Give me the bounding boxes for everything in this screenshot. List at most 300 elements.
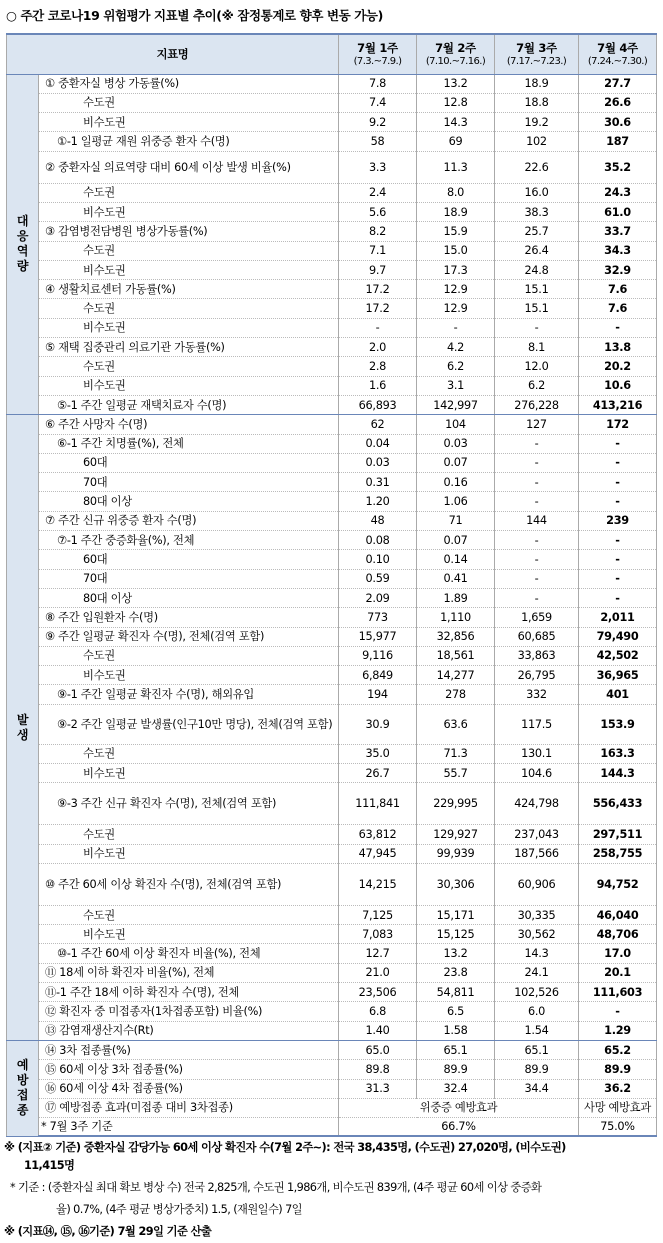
value-week-2: 30,306	[417, 863, 495, 905]
value-week-1: 26.7	[339, 764, 417, 783]
value-week-1: 1.20	[339, 492, 417, 511]
value-week-1: 15,977	[339, 627, 417, 646]
value-week-4: 65.2	[579, 1040, 657, 1059]
table-row	[7, 944, 657, 963]
value-week-3: 18.8	[495, 93, 579, 112]
value-week-4: 94,752	[579, 863, 657, 905]
value-week-2: 1,110	[417, 608, 495, 627]
footnote-3: ※ (지표⑭, ⑮, ⑯기준) 7월 29일 기준 산출	[4, 1225, 212, 1238]
table-row	[7, 764, 657, 783]
value-week-1: 1.40	[339, 1021, 417, 1040]
value-week-4: 20.1	[579, 963, 657, 982]
row-label: 비수도권	[39, 260, 339, 279]
row-label: 80대 이상	[39, 492, 339, 511]
effect-header-row	[7, 1098, 657, 1117]
row-label: 비수도권	[39, 113, 339, 132]
value-week-3: 12.0	[495, 357, 579, 376]
value-week-3: 60,685	[495, 627, 579, 646]
table-row	[7, 434, 657, 453]
row-label: 수도권	[39, 299, 339, 318]
row-label: ⑨-2 주간 일평균 발생률(인구10만 명당), 전체(검역 포함)	[39, 704, 339, 744]
value-week-1: -	[339, 318, 417, 337]
effect-death-head: 사망 예방효과	[579, 1098, 657, 1117]
value-week-1: 111,841	[339, 783, 417, 825]
value-week-4: 89.9	[579, 1060, 657, 1079]
table-row	[7, 569, 657, 588]
value-week-4: -	[579, 492, 657, 511]
value-week-1: 7.4	[339, 93, 417, 112]
table-row	[7, 646, 657, 665]
table-row	[7, 183, 657, 202]
value-week-2: 69	[417, 132, 495, 151]
table-row	[7, 93, 657, 112]
category-response: 대응역량	[7, 74, 39, 415]
row-label: 수도권	[39, 905, 339, 924]
value-week-2: 4.2	[417, 338, 495, 357]
value-week-2: 55.7	[417, 764, 495, 783]
value-week-2: -	[417, 318, 495, 337]
value-week-2: 32,856	[417, 627, 495, 646]
row-label: ⑧ 주간 입원환자 수(명)	[39, 608, 339, 627]
table-row	[7, 415, 657, 434]
value-week-1: 5.6	[339, 202, 417, 221]
value-week-2: 12.9	[417, 299, 495, 318]
value-week-3: -	[495, 318, 579, 337]
value-week-4: -	[579, 473, 657, 492]
table-row	[7, 338, 657, 357]
value-week-2: 13.2	[417, 944, 495, 963]
value-week-1: 0.08	[339, 531, 417, 550]
value-week-2: 89.9	[417, 1060, 495, 1079]
table-row	[7, 202, 657, 221]
value-week-3: 14.3	[495, 944, 579, 963]
row-label: ⑦ 주간 신규 위중증 환자 수(명)	[39, 511, 339, 530]
value-week-2: 142,997	[417, 395, 495, 414]
value-week-4: 10.6	[579, 376, 657, 395]
table-row	[7, 1079, 657, 1098]
value-week-1: 17.2	[339, 280, 417, 299]
effect-label: ⑰ 예방접종 효과(미접종 대비 3차접종)	[39, 1098, 339, 1117]
row-label: ⑥-1 주간 치명률(%), 전체	[39, 434, 339, 453]
effect-death-value: 75.0%	[579, 1117, 657, 1136]
effect-value-row	[7, 1117, 657, 1136]
value-week-1: 14,215	[339, 863, 417, 905]
row-label: ⑩-1 주간 60세 이상 확진자 비율(%), 전체	[39, 944, 339, 963]
value-week-4: 172	[579, 415, 657, 434]
value-week-3: 1.54	[495, 1021, 579, 1040]
value-week-4: 24.3	[579, 183, 657, 202]
row-label: ⑤ 재택 집중관리 의료기관 가동률(%)	[39, 338, 339, 357]
value-week-3: 332	[495, 685, 579, 704]
table-row	[7, 1002, 657, 1021]
table-row	[7, 453, 657, 472]
value-week-1: 66,893	[339, 395, 417, 414]
table-row	[7, 1060, 657, 1079]
value-week-1: 6.8	[339, 1002, 417, 1021]
row-label: ⑮ 60세 이상 3차 접종률(%)	[39, 1060, 339, 1079]
header-week-4: 7월 4주 (7.24.~7.30.)	[579, 34, 657, 74]
table-row	[7, 825, 657, 844]
value-week-4: 36.2	[579, 1079, 657, 1098]
value-week-3: 26,795	[495, 666, 579, 685]
value-week-3: 16.0	[495, 183, 579, 202]
value-week-1: 2.0	[339, 338, 417, 357]
value-week-3: 38.3	[495, 202, 579, 221]
table-row	[7, 744, 657, 763]
value-week-2: 17.3	[417, 260, 495, 279]
value-week-4: -	[579, 588, 657, 607]
table-row	[7, 1021, 657, 1040]
row-label: 수도권	[39, 646, 339, 665]
row-label: ⑦-1 주간 중증화율(%), 전체	[39, 531, 339, 550]
row-label: 60대	[39, 550, 339, 569]
value-week-1: 31.3	[339, 1079, 417, 1098]
value-week-3: 22.6	[495, 151, 579, 183]
header-indicator: 지표명	[7, 34, 339, 74]
value-week-2: 14.3	[417, 113, 495, 132]
value-week-3: 30,335	[495, 905, 579, 924]
row-label: 수도권	[39, 825, 339, 844]
row-label: ①-1 일평균 재원 위중증 환자 수(명)	[39, 132, 339, 151]
value-week-3: 30,562	[495, 925, 579, 944]
row-label: ③ 감염병전담병원 병상가동률(%)	[39, 222, 339, 241]
table-row	[7, 492, 657, 511]
value-week-1: 9.7	[339, 260, 417, 279]
value-week-4: 17.0	[579, 944, 657, 963]
value-week-2: 18.9	[417, 202, 495, 221]
row-label: 70대	[39, 569, 339, 588]
effect-severe-value: 66.7%	[339, 1117, 579, 1136]
value-week-4: 153.9	[579, 704, 657, 744]
value-week-1: 2.09	[339, 588, 417, 607]
value-week-3: 6.0	[495, 1002, 579, 1021]
table-row	[7, 299, 657, 318]
value-week-1: 194	[339, 685, 417, 704]
value-week-3: 102,526	[495, 983, 579, 1002]
value-week-3: 6.2	[495, 376, 579, 395]
value-week-2: 1.89	[417, 588, 495, 607]
value-week-2: 1.06	[417, 492, 495, 511]
value-week-3: 237,043	[495, 825, 579, 844]
value-week-4: 556,433	[579, 783, 657, 825]
value-week-3: 18.9	[495, 74, 579, 93]
table-row	[7, 376, 657, 395]
value-week-3: 24.8	[495, 260, 579, 279]
value-week-3: 26.4	[495, 241, 579, 260]
row-label: ② 중환자실 의료역량 대비 60세 이상 발생 비율(%)	[39, 151, 339, 183]
value-week-2: 23.8	[417, 963, 495, 982]
table-row	[7, 925, 657, 944]
indicator-table	[6, 33, 657, 1137]
value-week-3: 19.2	[495, 113, 579, 132]
row-label: ⑬ 감염재생산지수(Rt)	[39, 1021, 339, 1040]
table-row	[7, 588, 657, 607]
table-row	[7, 983, 657, 1002]
value-week-2: 0.41	[417, 569, 495, 588]
header-week-3: 7월 3주 (7.17.~7.23.)	[495, 34, 579, 74]
row-label: 비수도권	[39, 925, 339, 944]
value-week-4: 20.2	[579, 357, 657, 376]
value-week-2: 15,125	[417, 925, 495, 944]
footnote-1-cont: 11,415명	[24, 1159, 75, 1172]
value-week-2: 32.4	[417, 1079, 495, 1098]
value-week-1: 7,125	[339, 905, 417, 924]
value-week-3: 127	[495, 415, 579, 434]
row-label: ⑫ 확진자 중 미접종자(1차접종포함) 비율(%)	[39, 1002, 339, 1021]
value-week-1: 9.2	[339, 113, 417, 132]
value-week-1: 17.2	[339, 299, 417, 318]
value-week-4: 2,011	[579, 608, 657, 627]
table-row	[7, 511, 657, 530]
value-week-4: 7.6	[579, 299, 657, 318]
value-week-3: 130.1	[495, 744, 579, 763]
value-week-4: 258,755	[579, 844, 657, 863]
value-week-2: 1.58	[417, 1021, 495, 1040]
value-week-4: -	[579, 434, 657, 453]
row-label: ⑪-1 주간 18세 이하 확진자 수(명), 전체	[39, 983, 339, 1002]
value-week-1: 35.0	[339, 744, 417, 763]
value-week-2: 99,939	[417, 844, 495, 863]
value-week-2: 0.14	[417, 550, 495, 569]
value-week-2: 15.9	[417, 222, 495, 241]
table-row	[7, 395, 657, 414]
value-week-4: 111,603	[579, 983, 657, 1002]
value-week-2: 6.5	[417, 1002, 495, 1021]
value-week-2: 0.07	[417, 453, 495, 472]
value-week-4: 1.29	[579, 1021, 657, 1040]
value-week-2: 71	[417, 511, 495, 530]
value-week-4: -	[579, 569, 657, 588]
value-week-2: 0.07	[417, 531, 495, 550]
value-week-3: 89.9	[495, 1060, 579, 1079]
value-week-1: 9,116	[339, 646, 417, 665]
value-week-1: 89.8	[339, 1060, 417, 1079]
row-label: 비수도권	[39, 376, 339, 395]
table-row	[7, 685, 657, 704]
value-week-2: 11.3	[417, 151, 495, 183]
value-week-3: 144	[495, 511, 579, 530]
value-week-1: 773	[339, 608, 417, 627]
value-week-4: 163.3	[579, 744, 657, 763]
value-week-2: 54,811	[417, 983, 495, 1002]
row-label: 80대 이상	[39, 588, 339, 607]
value-week-3: -	[495, 588, 579, 607]
table-row	[7, 241, 657, 260]
value-week-1: 63,812	[339, 825, 417, 844]
table-row	[7, 627, 657, 646]
value-week-4: 13.8	[579, 338, 657, 357]
table-row	[7, 666, 657, 685]
row-label: 수도권	[39, 744, 339, 763]
value-week-1: 47,945	[339, 844, 417, 863]
value-week-1: 58	[339, 132, 417, 151]
value-week-1: 12.7	[339, 944, 417, 963]
row-label: 비수도권	[39, 202, 339, 221]
value-week-1: 2.8	[339, 357, 417, 376]
value-week-4: 27.7	[579, 74, 657, 93]
table-row	[7, 905, 657, 924]
value-week-3: -	[495, 473, 579, 492]
value-week-2: 3.1	[417, 376, 495, 395]
value-week-3: 15.1	[495, 299, 579, 318]
table-row	[7, 863, 657, 905]
row-label: 수도권	[39, 93, 339, 112]
value-week-4: 413,216	[579, 395, 657, 414]
footnote-1: ※ (지표② 기준) 중환자실 감당가능 60세 이상 확진자 수(7월 2주~): 전국 38,435명, (수도권) 27,020명, (비수도권)	[4, 1141, 566, 1154]
value-week-1: 21.0	[339, 963, 417, 982]
row-label: 비수도권	[39, 844, 339, 863]
row-label: 수도권	[39, 241, 339, 260]
value-week-2: 12.9	[417, 280, 495, 299]
value-week-4: 7.6	[579, 280, 657, 299]
value-week-1: 30.9	[339, 704, 417, 744]
row-label: 수도권	[39, 357, 339, 376]
row-label: 비수도권	[39, 666, 339, 685]
value-week-4: 239	[579, 511, 657, 530]
row-label: ⑨-3 주간 신규 확진자 수(명), 전체(검역 포함)	[39, 783, 339, 825]
table-row	[7, 963, 657, 982]
value-week-4: -	[579, 1002, 657, 1021]
value-week-1: 48	[339, 511, 417, 530]
value-week-1: 0.31	[339, 473, 417, 492]
row-label: ⑥ 주간 사망자 수(명)	[39, 415, 339, 434]
header-week-2: 7월 2주 (7.10.~7.16.)	[417, 34, 495, 74]
row-label: ⑪ 18세 이하 확진자 비율(%), 전체	[39, 963, 339, 982]
value-week-1: 3.3	[339, 151, 417, 183]
value-week-4: 187	[579, 132, 657, 151]
value-week-4: 144.3	[579, 764, 657, 783]
row-label: 60대	[39, 453, 339, 472]
value-week-2: 18,561	[417, 646, 495, 665]
table-row	[7, 357, 657, 376]
value-week-3: -	[495, 550, 579, 569]
footnote-2: * 기준 : (중환자실 최대 확보 병상 수) 전국 2,825개, 수도권 1,986개, 비수도권 839개, (4주 평균 60세 이상 중증화	[10, 1181, 542, 1194]
value-week-1: 0.59	[339, 569, 417, 588]
value-week-4: 33.7	[579, 222, 657, 241]
page-title: ○ 주간 코로나19 위험평가 지표별 추이(※ 잠정통계로 향후 변동 가능)	[6, 8, 383, 23]
value-week-3: 104.6	[495, 764, 579, 783]
value-week-2: 14,277	[417, 666, 495, 685]
table-row	[7, 550, 657, 569]
value-week-2: 129,927	[417, 825, 495, 844]
table-row	[7, 151, 657, 183]
row-label: 70대	[39, 473, 339, 492]
value-week-2: 63.6	[417, 704, 495, 744]
value-week-3: 276,228	[495, 395, 579, 414]
value-week-2: 278	[417, 685, 495, 704]
row-label: ⑨ 주간 일평균 확진자 수(명), 전체(검역 포함)	[39, 627, 339, 646]
value-week-1: 1.6	[339, 376, 417, 395]
table-row	[7, 844, 657, 863]
value-week-1: 7.1	[339, 241, 417, 260]
table-row	[7, 531, 657, 550]
value-week-3: 60,906	[495, 863, 579, 905]
row-label: ⑩ 주간 60세 이상 확진자 수(명), 전체(검역 포함)	[39, 863, 339, 905]
footnotes	[4, 1137, 656, 1243]
value-week-4: 46,040	[579, 905, 657, 924]
value-week-3: -	[495, 453, 579, 472]
value-week-1: 7,083	[339, 925, 417, 944]
value-week-3: 15.1	[495, 280, 579, 299]
value-week-4: 32.9	[579, 260, 657, 279]
value-week-1: 0.03	[339, 453, 417, 472]
value-week-4: 401	[579, 685, 657, 704]
value-week-3: 34.4	[495, 1079, 579, 1098]
value-week-1: 62	[339, 415, 417, 434]
value-week-2: 6.2	[417, 357, 495, 376]
footnote-2-cont: 율) 0.7%, (4주 평균 병상가중치) 1.5, (재원일수) 7일	[56, 1203, 302, 1216]
value-week-2: 13.2	[417, 74, 495, 93]
row-label: ⑭ 3차 접종률(%)	[39, 1040, 339, 1059]
row-label: ⑯ 60세 이상 4차 접종률(%)	[39, 1079, 339, 1098]
row-label: ① 중환자실 병상 가동률(%)	[39, 74, 339, 93]
value-week-2: 65.1	[417, 1040, 495, 1059]
table-row	[7, 222, 657, 241]
row-label: 수도권	[39, 183, 339, 202]
value-week-4: -	[579, 318, 657, 337]
value-week-4: -	[579, 453, 657, 472]
category-vaccination: 예방접종	[7, 1040, 39, 1136]
value-week-2: 12.8	[417, 93, 495, 112]
value-week-3: -	[495, 531, 579, 550]
value-week-4: 297,511	[579, 825, 657, 844]
row-label: 비수도권	[39, 764, 339, 783]
value-week-1: 23,506	[339, 983, 417, 1002]
table-row	[7, 473, 657, 492]
value-week-2: 229,995	[417, 783, 495, 825]
value-week-4: -	[579, 550, 657, 569]
value-week-1: 8.2	[339, 222, 417, 241]
effect-sublabel: * 7월 3주 기준	[39, 1117, 339, 1136]
table-row	[7, 318, 657, 337]
value-week-2: 71.3	[417, 744, 495, 763]
value-week-2: 0.16	[417, 473, 495, 492]
value-week-3: 424,798	[495, 783, 579, 825]
table-row	[7, 132, 657, 151]
value-week-2: 15,171	[417, 905, 495, 924]
value-week-2: 15.0	[417, 241, 495, 260]
value-week-3: -	[495, 434, 579, 453]
value-week-4: 35.2	[579, 151, 657, 183]
table-row	[7, 113, 657, 132]
value-week-3: 1,659	[495, 608, 579, 627]
row-label: ⑨-1 주간 일평균 확진자 수(명), 해외유입	[39, 685, 339, 704]
value-week-3: -	[495, 492, 579, 511]
value-week-2: 8.0	[417, 183, 495, 202]
value-week-4: -	[579, 531, 657, 550]
value-week-1: 6,849	[339, 666, 417, 685]
value-week-1: 7.8	[339, 74, 417, 93]
effect-severe-head: 위중증 예방효과	[339, 1098, 579, 1117]
value-week-3: 65.1	[495, 1040, 579, 1059]
value-week-1: 65.0	[339, 1040, 417, 1059]
value-week-4: 79,490	[579, 627, 657, 646]
value-week-1: 0.10	[339, 550, 417, 569]
row-label: ④ 생활치료센터 가동률(%)	[39, 280, 339, 299]
value-week-4: 36,965	[579, 666, 657, 685]
value-week-4: 34.3	[579, 241, 657, 260]
header-week-1: 7월 1주 (7.3.~7.9.)	[339, 34, 417, 74]
value-week-2: 104	[417, 415, 495, 434]
category-occurrence: 발생	[7, 415, 39, 1041]
row-label: ⑤-1 주간 일평균 재택치료자 수(명)	[39, 395, 339, 414]
table-row	[7, 260, 657, 279]
table-row	[7, 704, 657, 744]
value-week-1: 2.4	[339, 183, 417, 202]
value-week-3: 117.5	[495, 704, 579, 744]
table-row	[7, 783, 657, 825]
value-week-3: 24.1	[495, 963, 579, 982]
